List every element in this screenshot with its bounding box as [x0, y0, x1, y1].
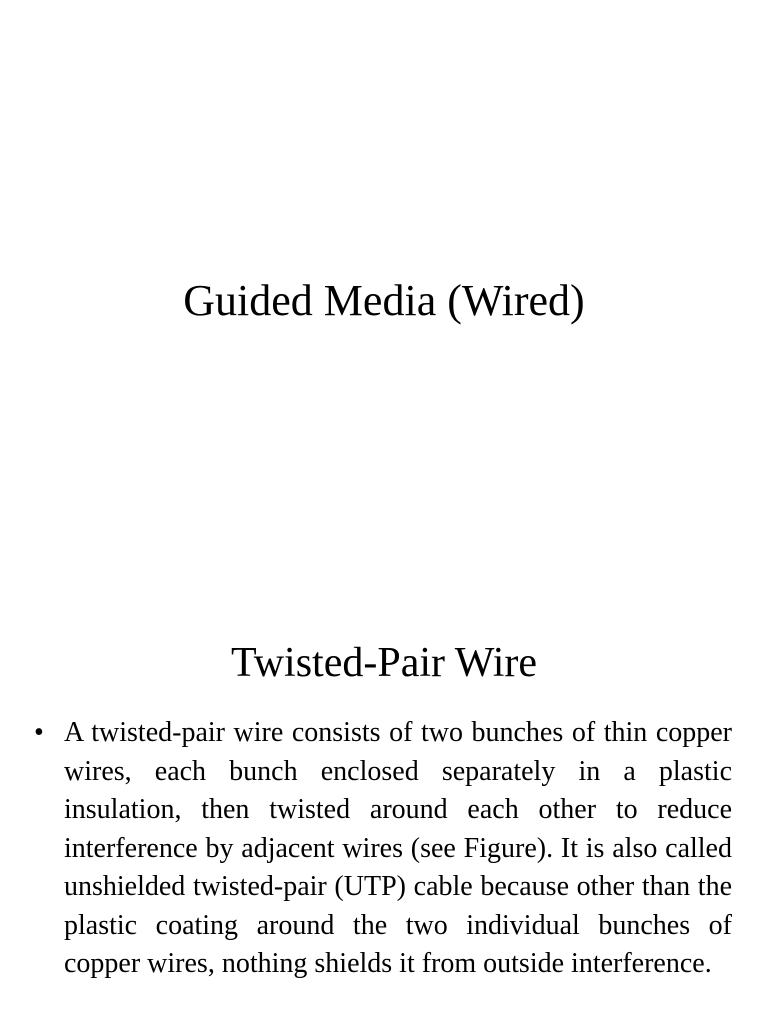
bullet-item [34, 714, 732, 984]
slide-title: Guided Media (Wired) [183, 276, 585, 325]
section-title: Twisted-Pair Wire [230, 640, 538, 686]
bullet-text: A twisted-pair wire consists of two bunches of thin copper wires, each bunch enclosed separately in a plastic insulation, then twisted around each other to reduce interference by adjacent wires (see Figure). It is also called unshielded twisted-pair (UTP) cable because other than the plastic coating around the two individual bunches of copper wires, nothing shields it from outside interference. [64, 717, 732, 979]
bullet-list [34, 714, 732, 984]
bullet-icon: • [34, 717, 44, 748]
slide-twisted-pair [0, 560, 768, 1024]
